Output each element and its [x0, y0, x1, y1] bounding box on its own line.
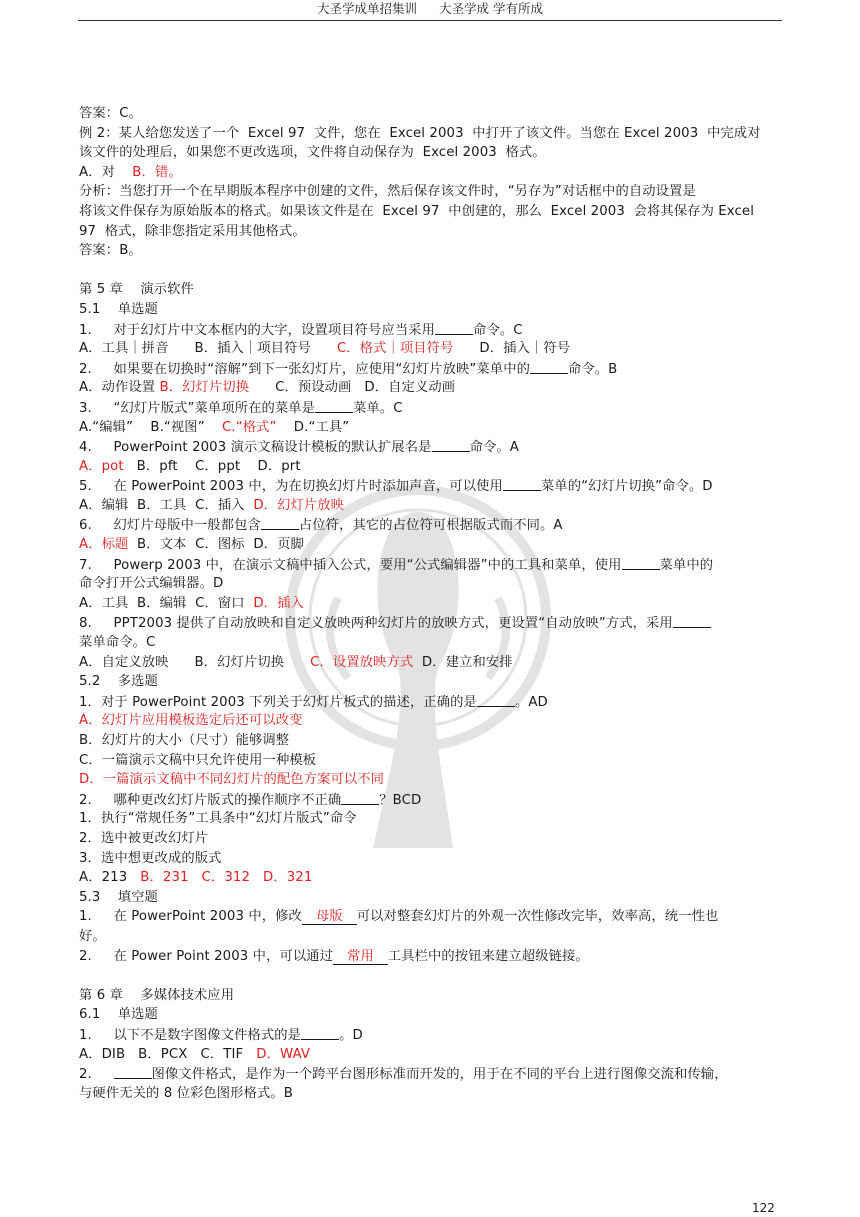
text-line: [79, 711, 783, 731]
text-segment: A．编辑 B．工具 C．插入: [79, 497, 254, 513]
text-line: [79, 535, 783, 555]
text-segment: 菜单的“幻灯片切换”命令。D: [540, 479, 713, 495]
answer-blank: [315, 398, 353, 413]
answer-text: A．pot: [79, 458, 124, 474]
text-segment: B．文本 C．图标 D．页脚: [128, 537, 304, 553]
text-segment: 5.2 多选题: [79, 674, 158, 690]
answer-blank: [435, 320, 473, 335]
answer-blank: [341, 790, 379, 805]
text-line: [79, 124, 783, 144]
text-segment: 菜单中的: [659, 557, 714, 573]
text-line: [79, 339, 783, 359]
text-segment: 命令打开公式编辑器。D: [79, 576, 224, 592]
text-line: [79, 378, 783, 398]
text-line: [79, 1045, 783, 1065]
text-segment: 2．选中被更改幻灯片: [79, 830, 209, 846]
answer-blank: [673, 613, 711, 628]
text-segment: B．幻灯片的大小（尺寸）能够调整: [79, 733, 290, 748]
answer-blank: [503, 476, 541, 491]
text-segment: D.“工具”: [276, 419, 350, 435]
text-segment: C．一篇演示文稿中只允许使用一种模板: [79, 752, 317, 768]
text-line: [79, 849, 783, 869]
text-segment: 答案：C。: [79, 106, 142, 121]
text-segment: 将该文件保存为原始版本的格式。如果该文件是在 Excel 97 中创建的，那么 Excel 2003 会将其保存为 Excel: [79, 203, 755, 219]
answer-blank: [114, 1064, 152, 1079]
text-segment: 分析：当您打开一个在早期版本程序中创建的文件，然后保存该文件时，“另存为”对话框中的自动设置是: [79, 184, 696, 200]
text-segment: A．自定义放映 B．幻灯片切换: [79, 654, 311, 670]
text-line: [79, 496, 783, 516]
text-segment: 命令。C: [473, 322, 523, 338]
text-segment: A．动作设置: [79, 380, 160, 396]
text-segment: 第 5 章 演示软件: [79, 282, 194, 298]
text-segment: 2. 哪种更改幻灯片版式的操作顺序不正确: [79, 792, 342, 808]
text-line: [79, 986, 783, 1006]
text-line: [79, 300, 783, 320]
text-segment: ？BCD: [379, 792, 422, 808]
text-segment: 该文件的处理后，如果您不更改选项，文件将自动保存为 Excel 2003 格式。: [79, 145, 546, 161]
text-line: [79, 555, 783, 575]
answer-text: C．格式｜项目符号: [336, 341, 454, 357]
answer-text: D．幻灯片放映: [253, 497, 345, 513]
text-segment: D．建立和安排: [413, 654, 513, 670]
answer-blank: [530, 359, 568, 374]
text-line: [79, 182, 783, 202]
text-line: [79, 280, 783, 300]
answer-blank: [261, 515, 299, 530]
answer-text: D．一篇演示文稿中不同幻灯片的配色方案可以不同: [79, 772, 385, 788]
answer-blank: [432, 437, 470, 452]
text-segment: 。D: [339, 1027, 363, 1043]
text-segment: 例 2：某人给您发送了一个 Excel 97 文件，您在 Excel 2003 中打开了该文件。当您在 Excel 2003 中完成对: [79, 125, 761, 141]
text-line: [79, 731, 783, 751]
text-segment: 1. 在 PowerPoint 2003 中，修改: [79, 909, 302, 925]
text-segment: 3．选中想更改成的版式: [79, 850, 222, 866]
answer-text: D．WAV: [256, 1046, 311, 1062]
blank-line: [79, 261, 783, 281]
text-line: [79, 751, 783, 771]
text-segment: 1. 以下不是数字图像文件格式的是: [79, 1027, 302, 1043]
text-segment: 6.1 单选题: [79, 1007, 158, 1023]
text-segment: 1．执行“常规任务”工具条中“幻灯片版式”命令: [79, 811, 357, 827]
text-line: [79, 809, 783, 829]
text-segment: 占位符，其它的占位符可根据版式而不同。A: [298, 518, 563, 534]
text-segment: 第 6 章 多媒体技术应用: [79, 987, 235, 1003]
header-right-text: 大圣学成 学有所成: [439, 1, 543, 16]
answer-text: C.“格式”: [222, 419, 277, 435]
text-line: [79, 829, 783, 849]
text-segment: 97 格式，除非您指定采用其他格式。: [79, 223, 306, 239]
filled-blank: [333, 949, 388, 965]
text-segment: 命令。A: [469, 440, 519, 456]
text-segment: 可以对整套幻灯片的外观一次性修改完毕，效率高，统一性也: [356, 909, 719, 925]
text-segment: 5. 在 PowerPoint 2003 中，为在切换幻灯片时添加声音，可以使用: [79, 479, 503, 495]
text-line: [79, 457, 783, 477]
header-left-text: 大圣学成单招集训: [317, 1, 418, 16]
text-line: [79, 692, 783, 712]
text-segment: C．预设动画 D．自定义动画: [249, 380, 456, 396]
text-segment: D．插入｜符号: [453, 341, 571, 357]
text-segment: 2.: [79, 1067, 114, 1083]
text-line: [79, 927, 783, 947]
text-line: [79, 222, 783, 242]
text-segment: 4. PowerPoint 2003 演示文稿设计模板的默认扩展名是: [79, 440, 432, 456]
text-line: [79, 633, 783, 653]
text-line: [79, 320, 783, 340]
text-line: [79, 594, 783, 614]
text-segment: 7. Powerp 2003 中，在演示文稿中插入公式，要用“公式编辑器”中的工具和菜单，使用: [79, 557, 622, 573]
answer-text: B．幻灯片切换: [159, 380, 250, 396]
filled-answer: 常用: [347, 948, 374, 964]
text-line: [79, 202, 783, 222]
text-line: [79, 104, 783, 124]
text-line: [79, 613, 783, 633]
text-segment: 答案：B。: [79, 243, 142, 259]
text-line: [79, 574, 783, 594]
text-line: [79, 770, 783, 790]
text-line: [79, 1005, 783, 1025]
answer-blank: [622, 555, 660, 570]
text-segment: 图像文件格式，是作为一个跨平台图形标准而开发的，用于在不同的平台上进行图像交流和传输，: [151, 1067, 728, 1083]
text-line: [79, 947, 783, 967]
text-segment: A．对: [79, 164, 133, 180]
text-line: [79, 888, 783, 908]
text-line: [79, 437, 783, 457]
text-segment: 菜单。C: [353, 400, 403, 416]
answer-text: B．231 C．312 D．321: [140, 870, 313, 886]
text-segment: 1. 对于幻灯片中文本框内的大字，设置项目符号应当采用: [79, 322, 436, 338]
text-segment: 菜单命令。C: [79, 635, 156, 651]
text-segment: B．pft C．ppt D．prt: [123, 458, 301, 474]
text-segment: A．工具 B．编辑 C．窗口: [79, 595, 254, 611]
text-line: [79, 1025, 783, 1045]
text-segment: 1．对于 PowerPoint 2003 下列关于幻灯片板式的描述，正确的是: [79, 694, 477, 710]
text-line: [79, 163, 783, 183]
text-line: [79, 143, 783, 163]
text-line: [79, 653, 783, 673]
text-line: [79, 476, 783, 496]
text-segment: 5.1 单选题: [79, 301, 158, 317]
text-segment: A．DIB B．PCX C．TIF: [79, 1046, 257, 1062]
text-segment: A.“编辑” B.“视图”: [79, 419, 222, 435]
text-line: [79, 790, 783, 810]
text-segment: 。AD: [514, 694, 548, 710]
document-body: [79, 104, 783, 1103]
text-line: [79, 241, 783, 261]
answer-blank: [301, 1025, 339, 1040]
answer-text: A．幻灯片应用模板选定后还可以改变: [79, 713, 303, 729]
page-header: [78, 0, 782, 21]
text-line: [79, 418, 783, 438]
text-line: [79, 868, 783, 888]
text-segment: 好。: [79, 928, 106, 944]
text-line: [79, 1084, 783, 1104]
text-segment: A．213: [79, 870, 141, 886]
blank-line: [79, 966, 783, 986]
answer-text: C．设置放映方式: [310, 654, 414, 670]
text-segment: 6. 幻灯片母版中一般都包含: [79, 518, 261, 534]
answer-text: B．错。: [132, 164, 182, 180]
text-line: [79, 672, 783, 692]
page-number: 122: [752, 1201, 775, 1215]
answer-blank: [477, 692, 515, 707]
text-line: [79, 515, 783, 535]
text-line: [79, 398, 783, 418]
text-line: [79, 907, 783, 927]
text-segment: 2. 如果要在切换时“溶解”到下一张幻灯片，应使用“幻灯片放映”菜单中的: [79, 361, 530, 377]
text-segment: 5.3 填空题: [79, 889, 158, 905]
text-line: [79, 1064, 783, 1084]
text-segment: 命令。B: [567, 361, 618, 377]
filled-blank: [302, 909, 357, 925]
text-segment: 与硬件无关的 8 位彩色图形格式。B: [79, 1085, 293, 1101]
text-line: [79, 359, 783, 379]
answer-text: D．插入: [253, 595, 304, 611]
text-segment: 3. “幻灯片版式”菜单项所在的菜单是: [79, 400, 316, 416]
text-segment: 工具栏中的按钮来建立超级链接。: [387, 948, 589, 964]
answer-text: A．标题: [79, 537, 129, 553]
text-segment: 8. PPT2003 提供了自动放映和自定义放映两种幻灯片的放映方式，更设置“自动放映”方式，采用: [79, 616, 673, 632]
text-segment: 2. 在 Power Point 2003 中，可以通过: [79, 948, 334, 964]
filled-answer: 母版: [315, 909, 343, 925]
text-segment: A．工具｜拼音 B．插入｜项目符号: [79, 341, 337, 357]
